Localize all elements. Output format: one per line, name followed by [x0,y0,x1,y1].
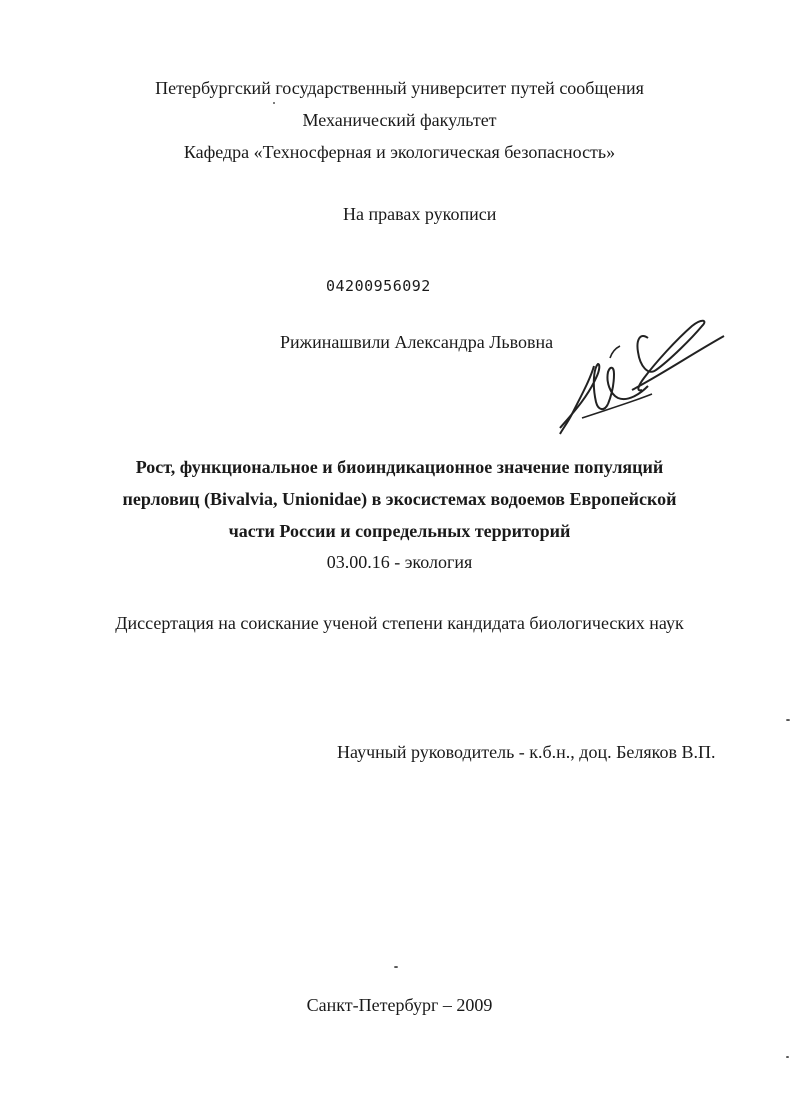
scan-speck [786,1056,789,1058]
registration-number: 04200956092 [326,277,431,295]
university-name: Петербургский государственный университет путей сообщения [155,78,644,98]
specialty-code: 03.00.16 - экология [326,552,473,572]
signature-image [552,318,732,438]
author-name: Рижинашвили Александра Львовна [280,332,554,352]
place-year: Санкт-Петербург – 2009 [306,995,493,1015]
scan-speck [786,719,790,721]
dissertation-type: Диссертация на соискание ученой степени кандидата биологических наук [115,613,684,633]
scan-speck [273,102,275,104]
supervisor: Научный руководитель - к.б.н., доц. Беляков В.П. [337,742,716,762]
title-line-3: части России и сопредельных территорий [228,521,571,541]
title-line-1: Рост, функциональное и биоиндикационное значение популяций [135,457,664,477]
department-name: Кафедра «Техносферная и экологическая безопасность» [183,142,616,162]
manuscript-note: На правах рукописи [343,204,497,224]
faculty-name: Механический факультет [302,110,497,130]
title-line-2: перловиц (Bivalvia, Unionidae) в экосистемах водоемов Европейской [122,489,677,509]
scan-speck [394,966,398,968]
